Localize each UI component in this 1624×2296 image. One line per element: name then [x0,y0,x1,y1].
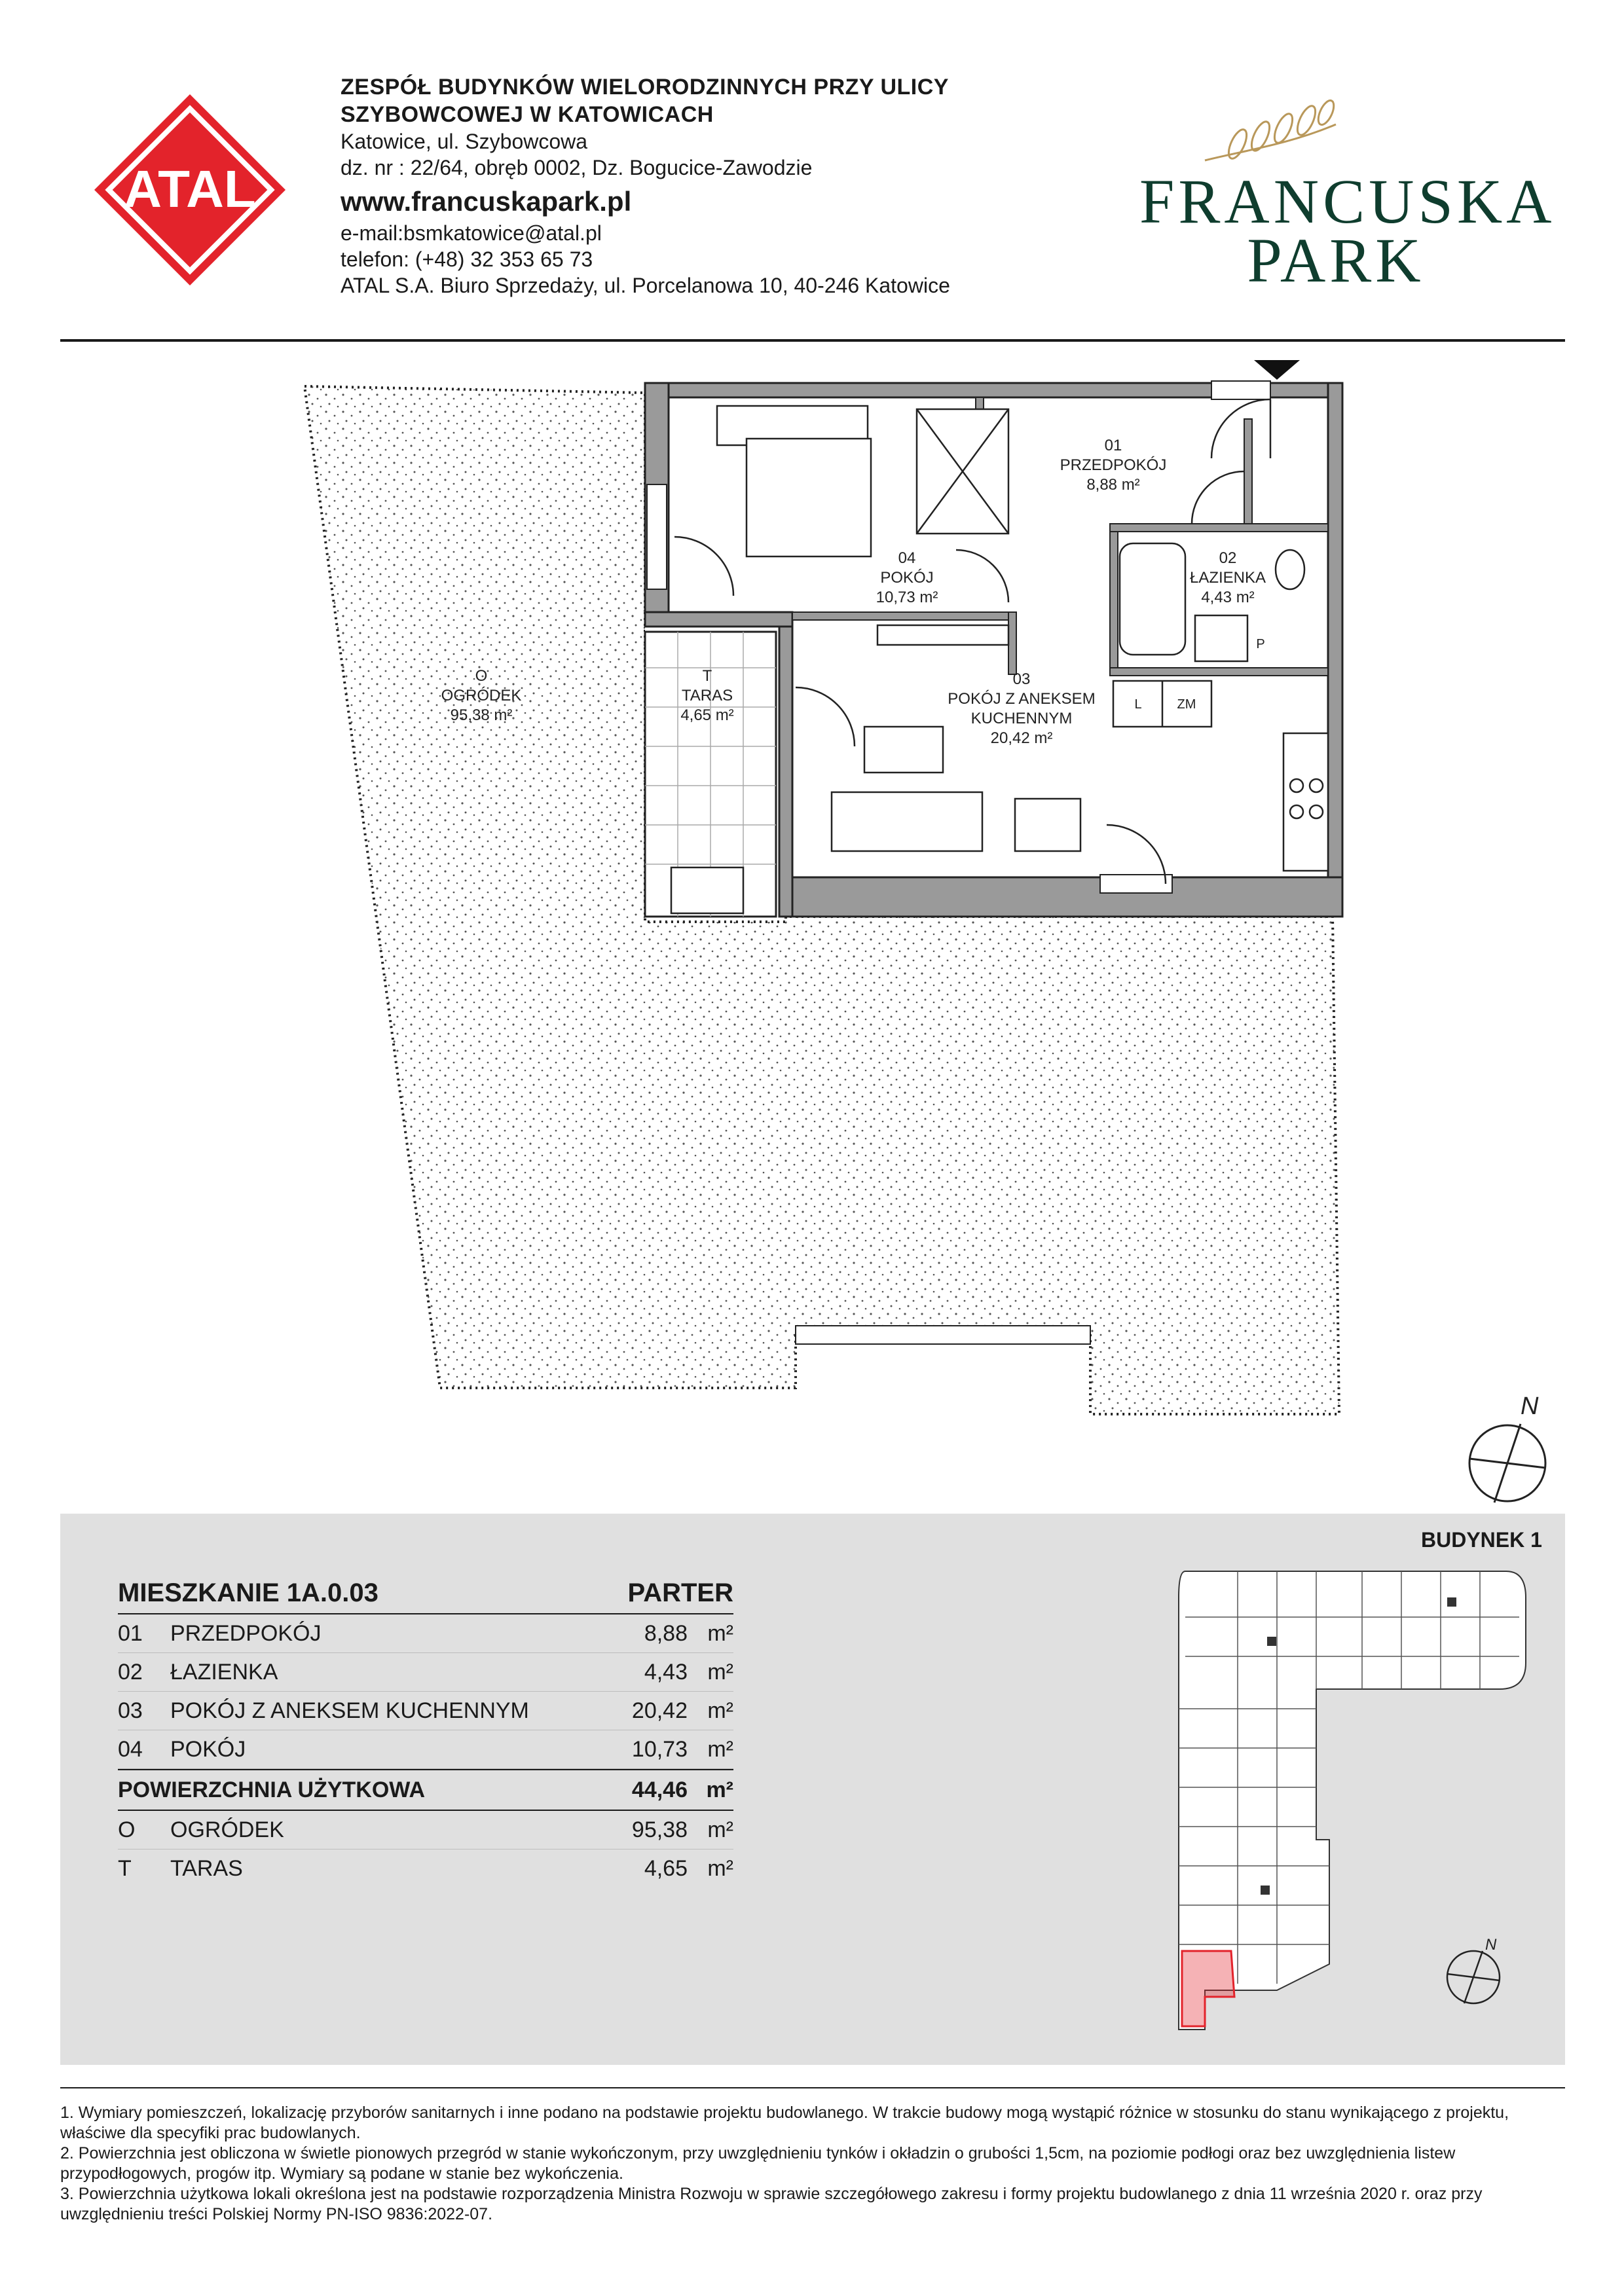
garden-num: O [475,667,488,685]
table-row: O OGRÓDEK 95,38 m² [118,1811,733,1850]
area-table [118,1573,733,1887]
project-title-line2: SZYBOWCOWEJ W KATOWICACH [341,102,714,127]
terrace-furniture [671,867,743,913]
terrace-area: 4,65 m² [680,706,734,724]
garden-area: 95,38 m² [450,706,513,724]
kitchen-counter [1283,733,1328,871]
room-01-name: PRZEDPOKÓJ [1060,456,1167,474]
keymap-compass-icon [1447,1936,1500,2003]
table-row: 01 PRZEDPOKÓJ 8,88 m² [118,1614,733,1653]
room-04-area: 10,73 m² [876,589,938,606]
phone-number: telefon: (+48) 32 353 65 73 [341,247,593,271]
footer-divider [60,2087,1565,2088]
garden-name: OGRÓDEK [441,687,522,704]
area-table-header [118,1573,733,1614]
terrace-num: T [702,667,712,685]
website-link[interactable]: www.francuskapark.pl [341,186,632,217]
table-row: 02 ŁAZIENKA 4,43 m² [118,1653,733,1692]
room-02-num: 02 [1219,549,1237,567]
keymap-north-label: N [1485,1936,1497,1954]
room-03-area: 20,42 m² [990,729,1053,747]
shelf [877,625,1008,645]
footnote-1: 1. Wymiary pomieszczeń, lokalizację przyborów sanitarnych i inne podano na podstawie projektu budowlanego. W trakcie budowy mogą wystąpić różnice w stosunku do stanu wynikającego z projektu, właściwe dla specyfiki prac budowlanych. [60,2104,1509,2142]
dining-table [1015,799,1080,851]
compass-north-label: N [1521,1393,1539,1420]
apartment-number: MIESZKANIE 1A.0.03 [118,1578,378,1607]
fixture-p: P [1256,637,1265,651]
project-plot: dz. nr : 22/64, obręb 0002, Dz. Bogucice-Zawodzie [341,156,813,179]
sofa [832,792,982,851]
fixture-zm: ZM [1177,697,1196,712]
project-address: Katowice, ul. Szybowcowa [341,130,588,153]
email-link[interactable]: e-mail:bsmkatowice@atal.pl [341,221,602,245]
room-04-num: 04 [898,549,916,567]
francuska-park-logo [1139,98,1556,295]
bed [747,439,871,556]
toilet [1276,550,1304,589]
footnote-2: 2. Powierzchnia jest obliczona w świetle pionowych przegród w stanie wykończonym, przy uwzględnieniu tynków i okładzin o grubości 1,5cm, na poziomie podłogi oraz bez uwzględnienia listew przypodłogowych, progów itp. Wymiary są podane w stanie bez wykończenia. [60,2144,1456,2183]
sales-office: ATAL S.A. Biuro Sprzedaży, ul. Porcelanowa 10, 40-246 Katowice [341,274,950,297]
room-02-area: 4,43 m² [1201,589,1255,606]
room-03-num: 03 [1012,670,1031,688]
footnote-3: 3. Powierzchnia użytkowa lokali określona jest na podstawie rozporządzenia Ministra Rozwoju w sprawie szczegółowego zakresu i formy projektu budowlanego z dnia 11 września 2020 r. oraz przy uwzględnieniu treści Polskiej Normy PN-ISO 9836:2022-07. [60,2185,1483,2223]
room-01-num: 01 [1104,437,1122,454]
room-04-name: POKÓJ [880,569,934,587]
atal-logo-text: ATAL [124,160,256,218]
table-row: 04 POKÓJ 10,73 m² [118,1730,733,1769]
room-01-area: 8,88 m² [1086,476,1140,494]
washbasin [1195,615,1247,661]
building-label: BUDYNEK 1 [1421,1528,1542,1552]
compass-icon [1460,1388,1559,1506]
room-02-name: ŁAZIENKA [1189,569,1266,587]
project-title-line1: ZESPÓŁ BUDYNKÓW WIELORODZINNYCH PRZY ULICY [341,75,949,100]
apartment-highlight [1182,1951,1234,2026]
table-row: 03 POKÓJ Z ANEKSEM KUCHENNYM 20,42 m² [118,1692,733,1730]
room-03-name-2: KUCHENNYM [970,710,1073,727]
terrace-name: TARAS [681,687,733,704]
atal-logo [92,92,288,288]
floor-plan [0,354,1624,1506]
bathtub [1120,543,1185,655]
fixture-l: L [1134,697,1142,712]
header-divider [60,339,1565,342]
logo-word-park: PARK [1247,225,1425,295]
logo-word-francuska: FRANCUSKA [1139,166,1556,236]
entrance-arrow [1254,360,1300,380]
floor-label: PARTER [627,1578,733,1607]
table-row: T TARAS 4,65 m² [118,1855,733,1881]
project-header [341,73,1061,299]
room-03-name-1: POKÓJ Z ANEKSEM [948,690,1096,708]
laurel-icon [1198,98,1342,170]
building-key-plan [1166,1558,1532,2049]
total-area-row: POWIERZCHNIA UŻYTKOWA 44,46 m² [118,1769,733,1811]
coffee-table [864,727,943,773]
footnotes [60,2103,1565,2225]
